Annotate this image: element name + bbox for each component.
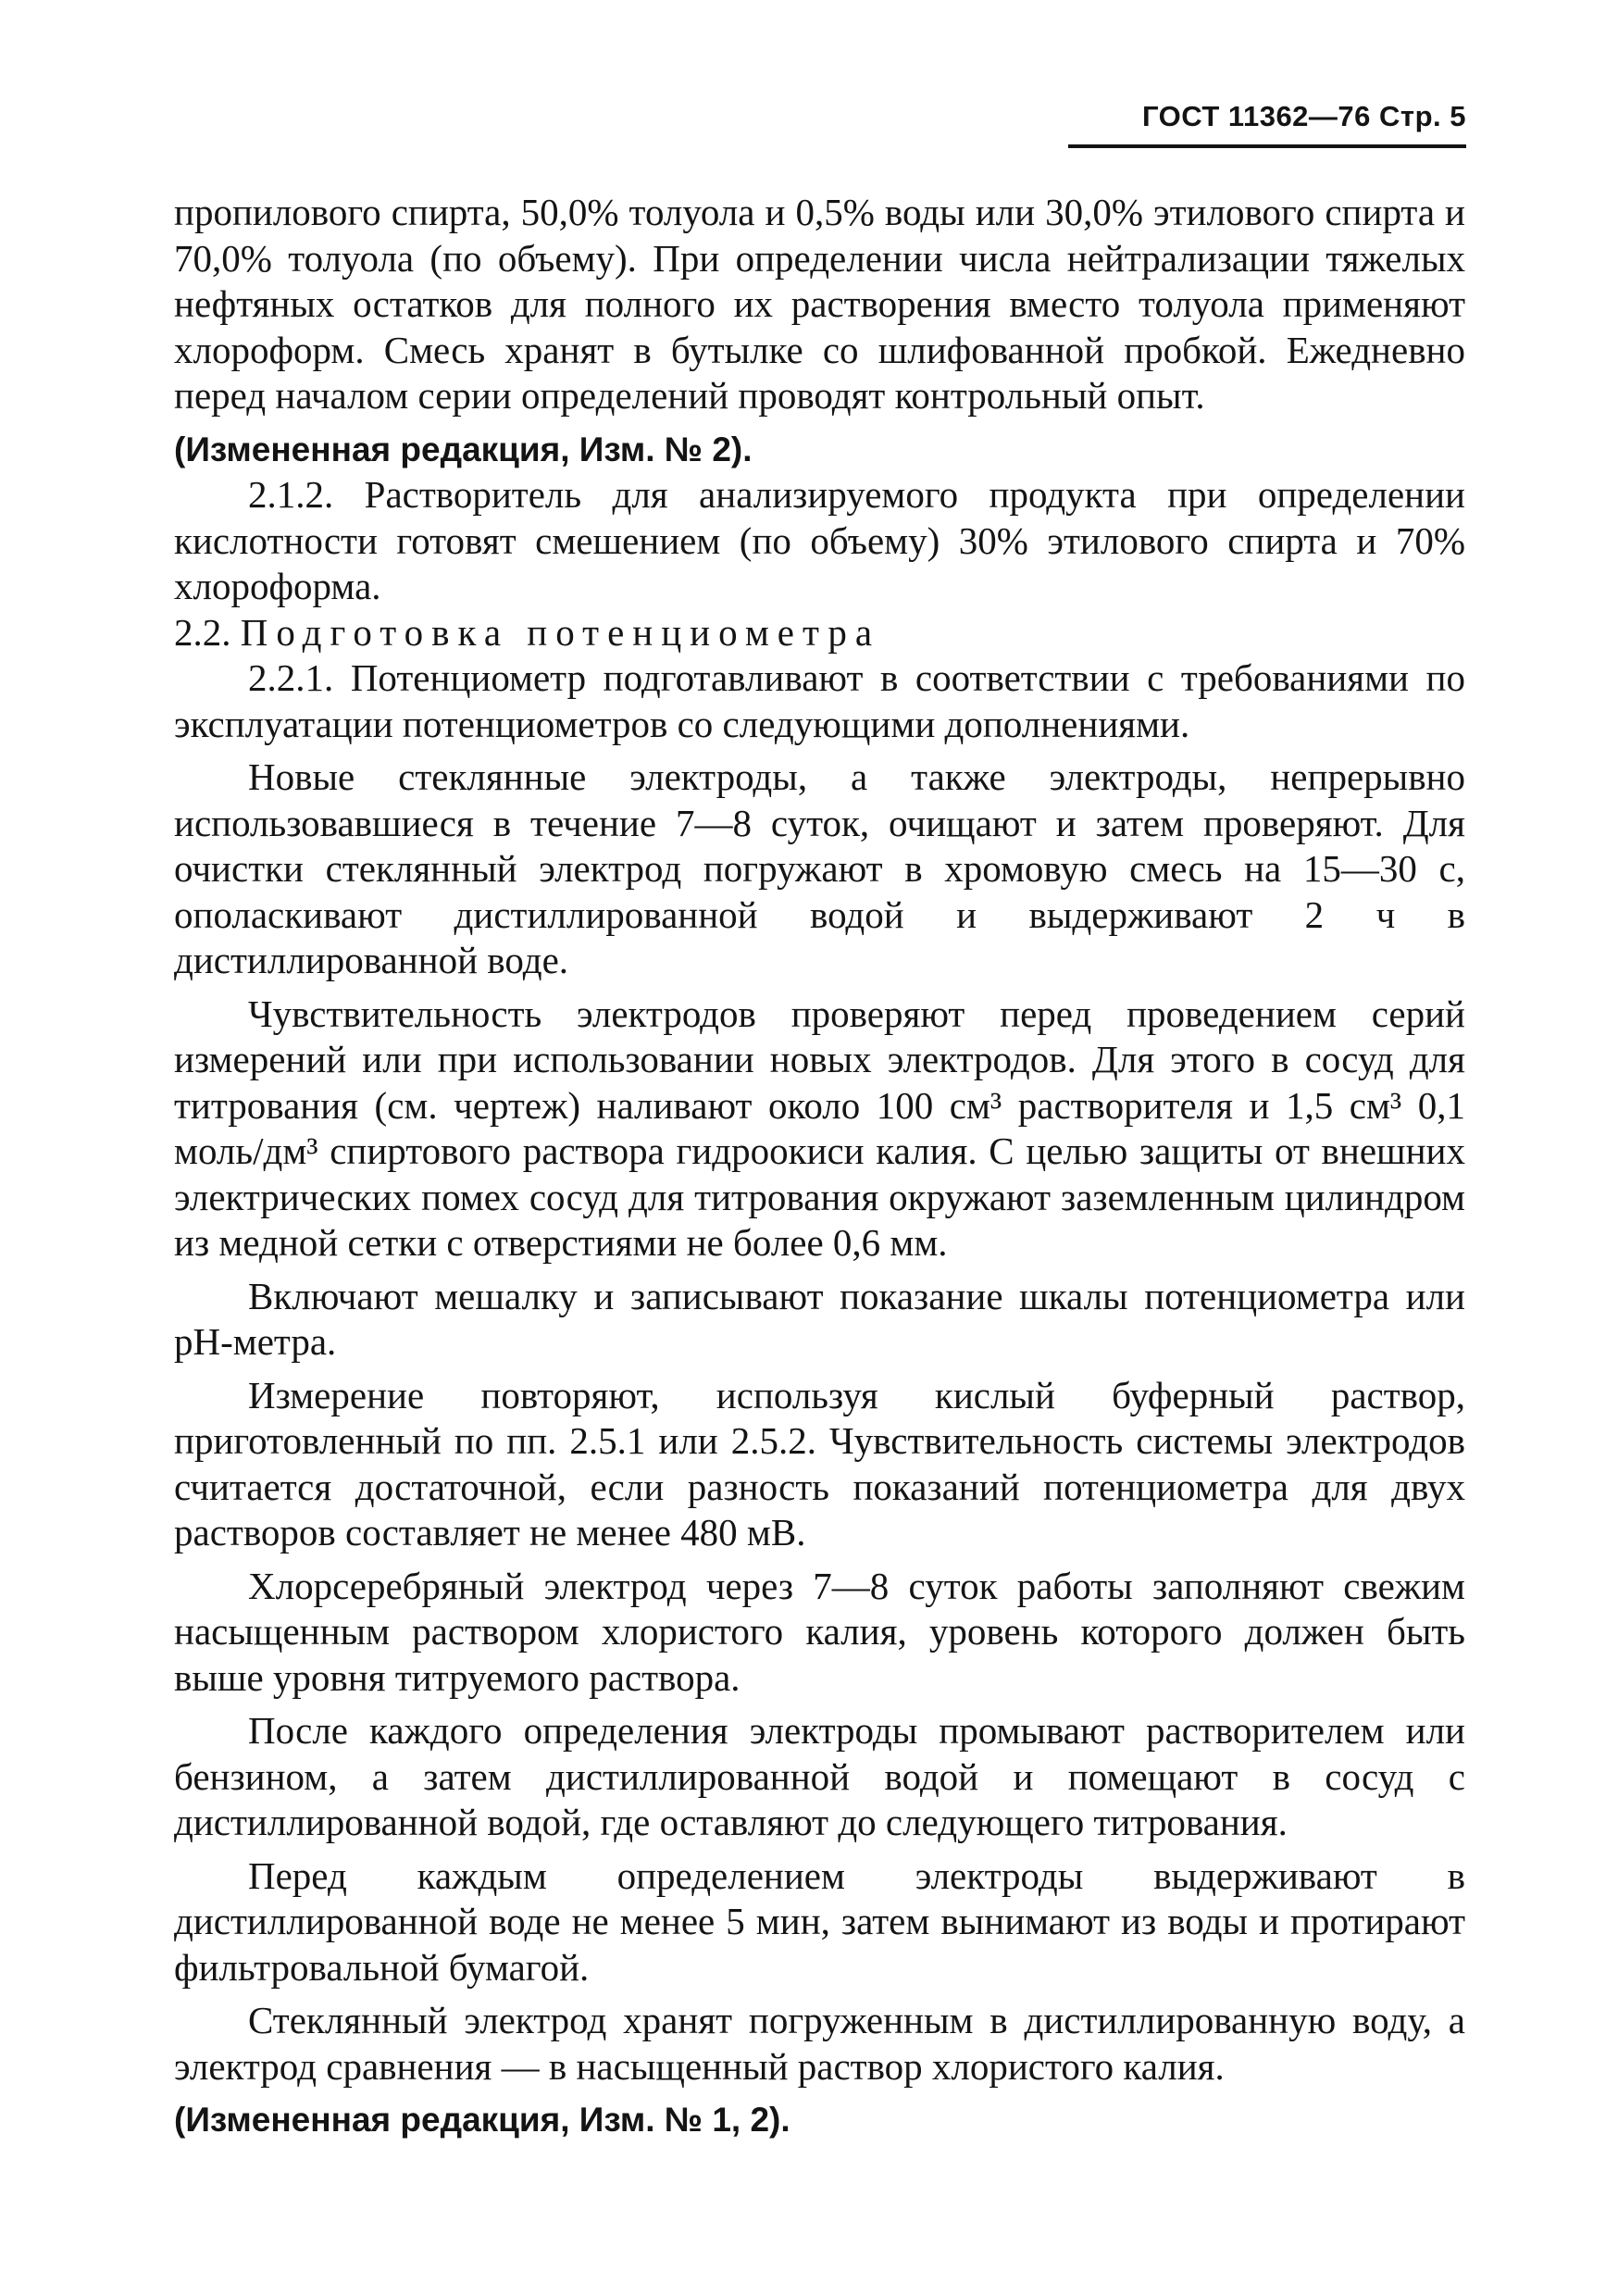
amendment-note: (Измененная редакция, Изм. № 2).: [174, 430, 753, 468]
paragraph-electrode-cleaning: Новые стеклянные электроды, а также электроды, непрерывно использовавшиеся в течение 7—8 суток, очищают и затем проверяют. Для очистки стеклянный электрод погружают в хромовую смесь на 15—30 с, ополаскивают дистиллированной водой и выдерживают 2 ч в дистиллированной воде.: [174, 755, 1465, 981]
paragraph-rinsing: После каждого определения электроды промывают растворителем или бензином, а затем дистиллированной водой и помещают в сосуд с дистиллированной водой, где оставляют до следующего титрования.: [174, 1709, 1465, 1843]
document-body: [174, 190, 1465, 2143]
paragraph-continuation: пропилового спирта, 50,0% толуола и 0,5% воды или 30,0% этилового спирта и 70,0% толуола (по объему). При определении числа нейтрализации тяжелых нефтяных остатков для полного их растворения вместо толуола применяют хлороформ. Смесь хранят в бутылке со шлифованной пробкой. Ежедневно перед началом серии определений проводят контрольный опыт.: [174, 191, 1465, 417]
paragraph-buffer-measurement: Измерение повторяют, используя кислый буферный раствор, приготовленный по пп. 2.5.1 или 2.5.2. Чувствительность системы электродов считается достаточной, если разность показаний потенциометра для двух растворов составляет не менее 480 мВ.: [174, 1373, 1465, 1554]
paragraph-soaking: Перед каждым определением электроды выдерживают в дистиллированной воде не менее 5 мин, затем вынимают из воды и протирают фильтровальной бумагой.: [174, 1853, 1465, 1989]
section-heading: [174, 610, 1465, 656]
section-number: 2.2.: [174, 610, 231, 654]
paragraph-reference-electrode: Хлорсеребряный электрод через 7—8 суток работы заполняют свежим насыщенным раствором хлористого калия, уровень которого должен быть выше уровня титруемого раствора.: [174, 1564, 1465, 1699]
paragraph-2-2-1: 2.2.1. Потенциометр подготавливают в соответствии с требованиями по эксплуатации потенциометров со следующими дополнениями.: [174, 656, 1465, 745]
paragraph-stirrer: Включают мешалку и записывают показание шкалы потенциометра или pH-метра.: [174, 1274, 1465, 1363]
paragraph-storage: Стеклянный электрод хранят погруженным в дистиллированную воду, а электрод сравнения — в насыщенный раствор хлористого калия.: [174, 1999, 1465, 2088]
page-header: ГОСТ 11362—76 Стр. 5: [1068, 100, 1466, 148]
amendment-note-final: (Измененная редакция, Изм. № 1, 2).: [174, 2101, 790, 2139]
section-title: Подготовка потенциометра: [240, 610, 881, 654]
paragraph-sensitivity-check: Чувствительность электродов проверяют перед проведением серий измерений или при использовании новых электродов. Для этого в сосуд для титрования (см. чертеж) наливают около 100 см³ растворителя и 1,5 см³ 0,1 моль/дм³ спиртового раствора гидроокиси калия. С целью защиты от внешних электрических помех сосуд для титрования окружают заземленным цилиндром из медной сетки с отверстиями не более 0,6 мм.: [174, 992, 1465, 1264]
paragraph-2-1-2: 2.1.2. Растворитель для анализируемого продукта при определении кислотности готовят смешением (по объему) 30% этилового спирта и 70% хлороформа.: [174, 473, 1465, 607]
